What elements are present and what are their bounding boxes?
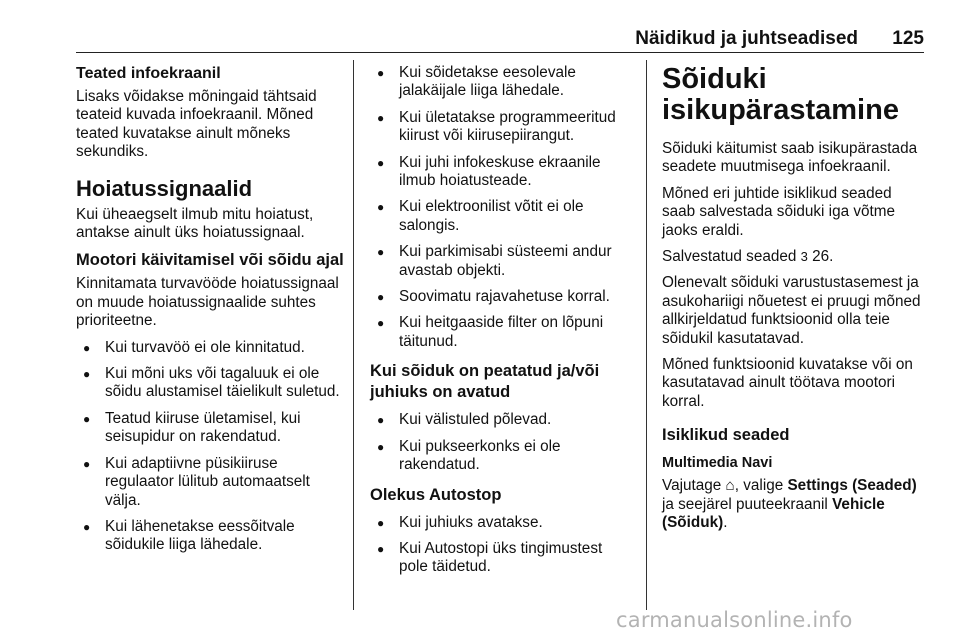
paragraph-infoscreen: Lisaks võidakse mõningaid tähtsaid teateid kuvada infoekraanil. Mõned teated kuvatakse ainult mõneks sekundiks. xyxy=(76,88,317,161)
saved-settings-text: Salvestatud seaded xyxy=(662,248,797,266)
header-title: Näidikud ja juhtseadised xyxy=(635,28,858,49)
warning-conditions-list-continued xyxy=(370,64,634,351)
autostop-conditions-list xyxy=(370,514,634,577)
settings-menu-label: Settings (Seaded) xyxy=(787,477,917,495)
warning-conditions-list xyxy=(76,339,346,555)
parked-conditions-list xyxy=(370,411,634,474)
section-heading-engine-start: Mootori käivitamisel või sõidu ajal xyxy=(76,251,344,270)
list-item: ● Kui adaptiivne püsikiiruse regulaator lülitub automaatselt välja. xyxy=(76,455,346,510)
list-item: ● Kui välistuled põlevad. xyxy=(370,411,634,429)
list-item: ● Soovimatu rajavahetuse korral. xyxy=(370,288,634,306)
paragraph-saved-settings xyxy=(662,248,926,266)
home-icon: ⌂ xyxy=(725,477,735,495)
section-heading-vehicle-parked: Kui sõiduk on peatatud ja/või juhiuks on avatud xyxy=(370,362,600,402)
list-item: ● Kui parkimisabi süsteemi andur avastab objekti. xyxy=(370,243,634,280)
section-heading-warning-signals: Hoiatussignaalid xyxy=(76,175,253,201)
column-divider-left xyxy=(353,60,354,610)
page-reference-arrow-icon: 3 xyxy=(800,249,808,265)
paragraph-warning-signals: Kui üheaegselt ilmub mitu hoiatust, antakse ainult üks hoiatussignaal. xyxy=(76,205,314,242)
right-column xyxy=(662,64,926,541)
left-column xyxy=(76,64,346,563)
list-item: ● Kui ületatakse programmeeritud kiirust või kiirusepiirangut. xyxy=(370,109,634,146)
list-item: ● Kui pukseerkonks ei ole rakendatud. xyxy=(370,438,634,475)
list-item: ● Kui elektroonilist võtit ei ole salongis. xyxy=(370,198,634,235)
section-heading-personal-settings: Isiklikud seaded xyxy=(662,426,790,445)
list-item: ● Kui sõidetakse eesolevale jalakäijale liiga lähedale. xyxy=(370,64,634,101)
paragraph-driver-settings: Mõned eri juhtide isiklikud seaded saab salvestada sõiduki iga võtme jaoks eraldi. xyxy=(662,184,895,239)
watermark: carmanualsonline.info xyxy=(616,608,853,632)
paragraph-engine-running-note: Mõned funktsioonid kuvatakse või on kasutatavad ainult töötava mootori korral. xyxy=(662,356,913,410)
middle-column xyxy=(370,64,634,585)
list-item: ● Kui Autostopi üks tingimustest pole täidetud. xyxy=(370,540,634,577)
paragraph-personalization: Sõiduki käitumist saab isikupärastada seadete muutmisega infoekraanil. xyxy=(662,140,918,176)
header-rule xyxy=(76,52,924,53)
paragraph-seatbelt-priority: Kinnitamata turvavööde hoiatussignaal on muude hoiatussignaalide suhtes prioriteetne. xyxy=(76,275,339,330)
list-item: ● Kui lähenetakse eessõitvale sõidukile liiga lähedale. xyxy=(76,518,346,555)
section-heading-autostop: Olekus Autostop xyxy=(370,485,502,504)
list-item: ● Kui juhi infokeskuse ekraanile ilmub hoiatusteade. xyxy=(370,154,634,191)
list-item: ● Kui mõni uks või tagaluuk ei ole sõidu alustamisel täielikult suletud. xyxy=(76,365,346,402)
list-item: ● Kui turvavöö ei ole kinnitatud. xyxy=(76,339,346,357)
page-reference-link[interactable]: 26. xyxy=(812,248,834,266)
subheading-multimedia-navi: Multimedia Navi xyxy=(662,455,773,472)
list-item: ● Kui heitgaaside filter on lõpuni täitunud. xyxy=(370,314,634,351)
vehicle-menu-label: Vehicle (Sõiduk) xyxy=(662,495,885,532)
page-number: 125 xyxy=(892,28,924,49)
list-item: ● Kui juhiuks avatakse. xyxy=(370,514,634,532)
column-divider-right xyxy=(646,60,647,610)
page-title: Sõiduki isikupärastamine xyxy=(662,63,899,126)
paragraph-equipment-note: Olenevalt sõiduki varustustasemest ja asukohariigi nõuetest ei pruugi mõned allkirjeldatud funktsioonid olla teie sõidukil kasutatavad. xyxy=(662,274,921,347)
section-heading-infoscreen-messages: Teated infoekraanil xyxy=(76,65,221,82)
list-item: ● Teatud kiiruse ületamisel, kui seisupidur on rakendatud. xyxy=(76,410,346,447)
paragraph-settings-instructions: Vajutage ⌂, valige Settings (Seaded) ja seejärel puuteekraanil Vehicle (Sõiduk). xyxy=(662,477,917,532)
page-header xyxy=(76,28,924,50)
